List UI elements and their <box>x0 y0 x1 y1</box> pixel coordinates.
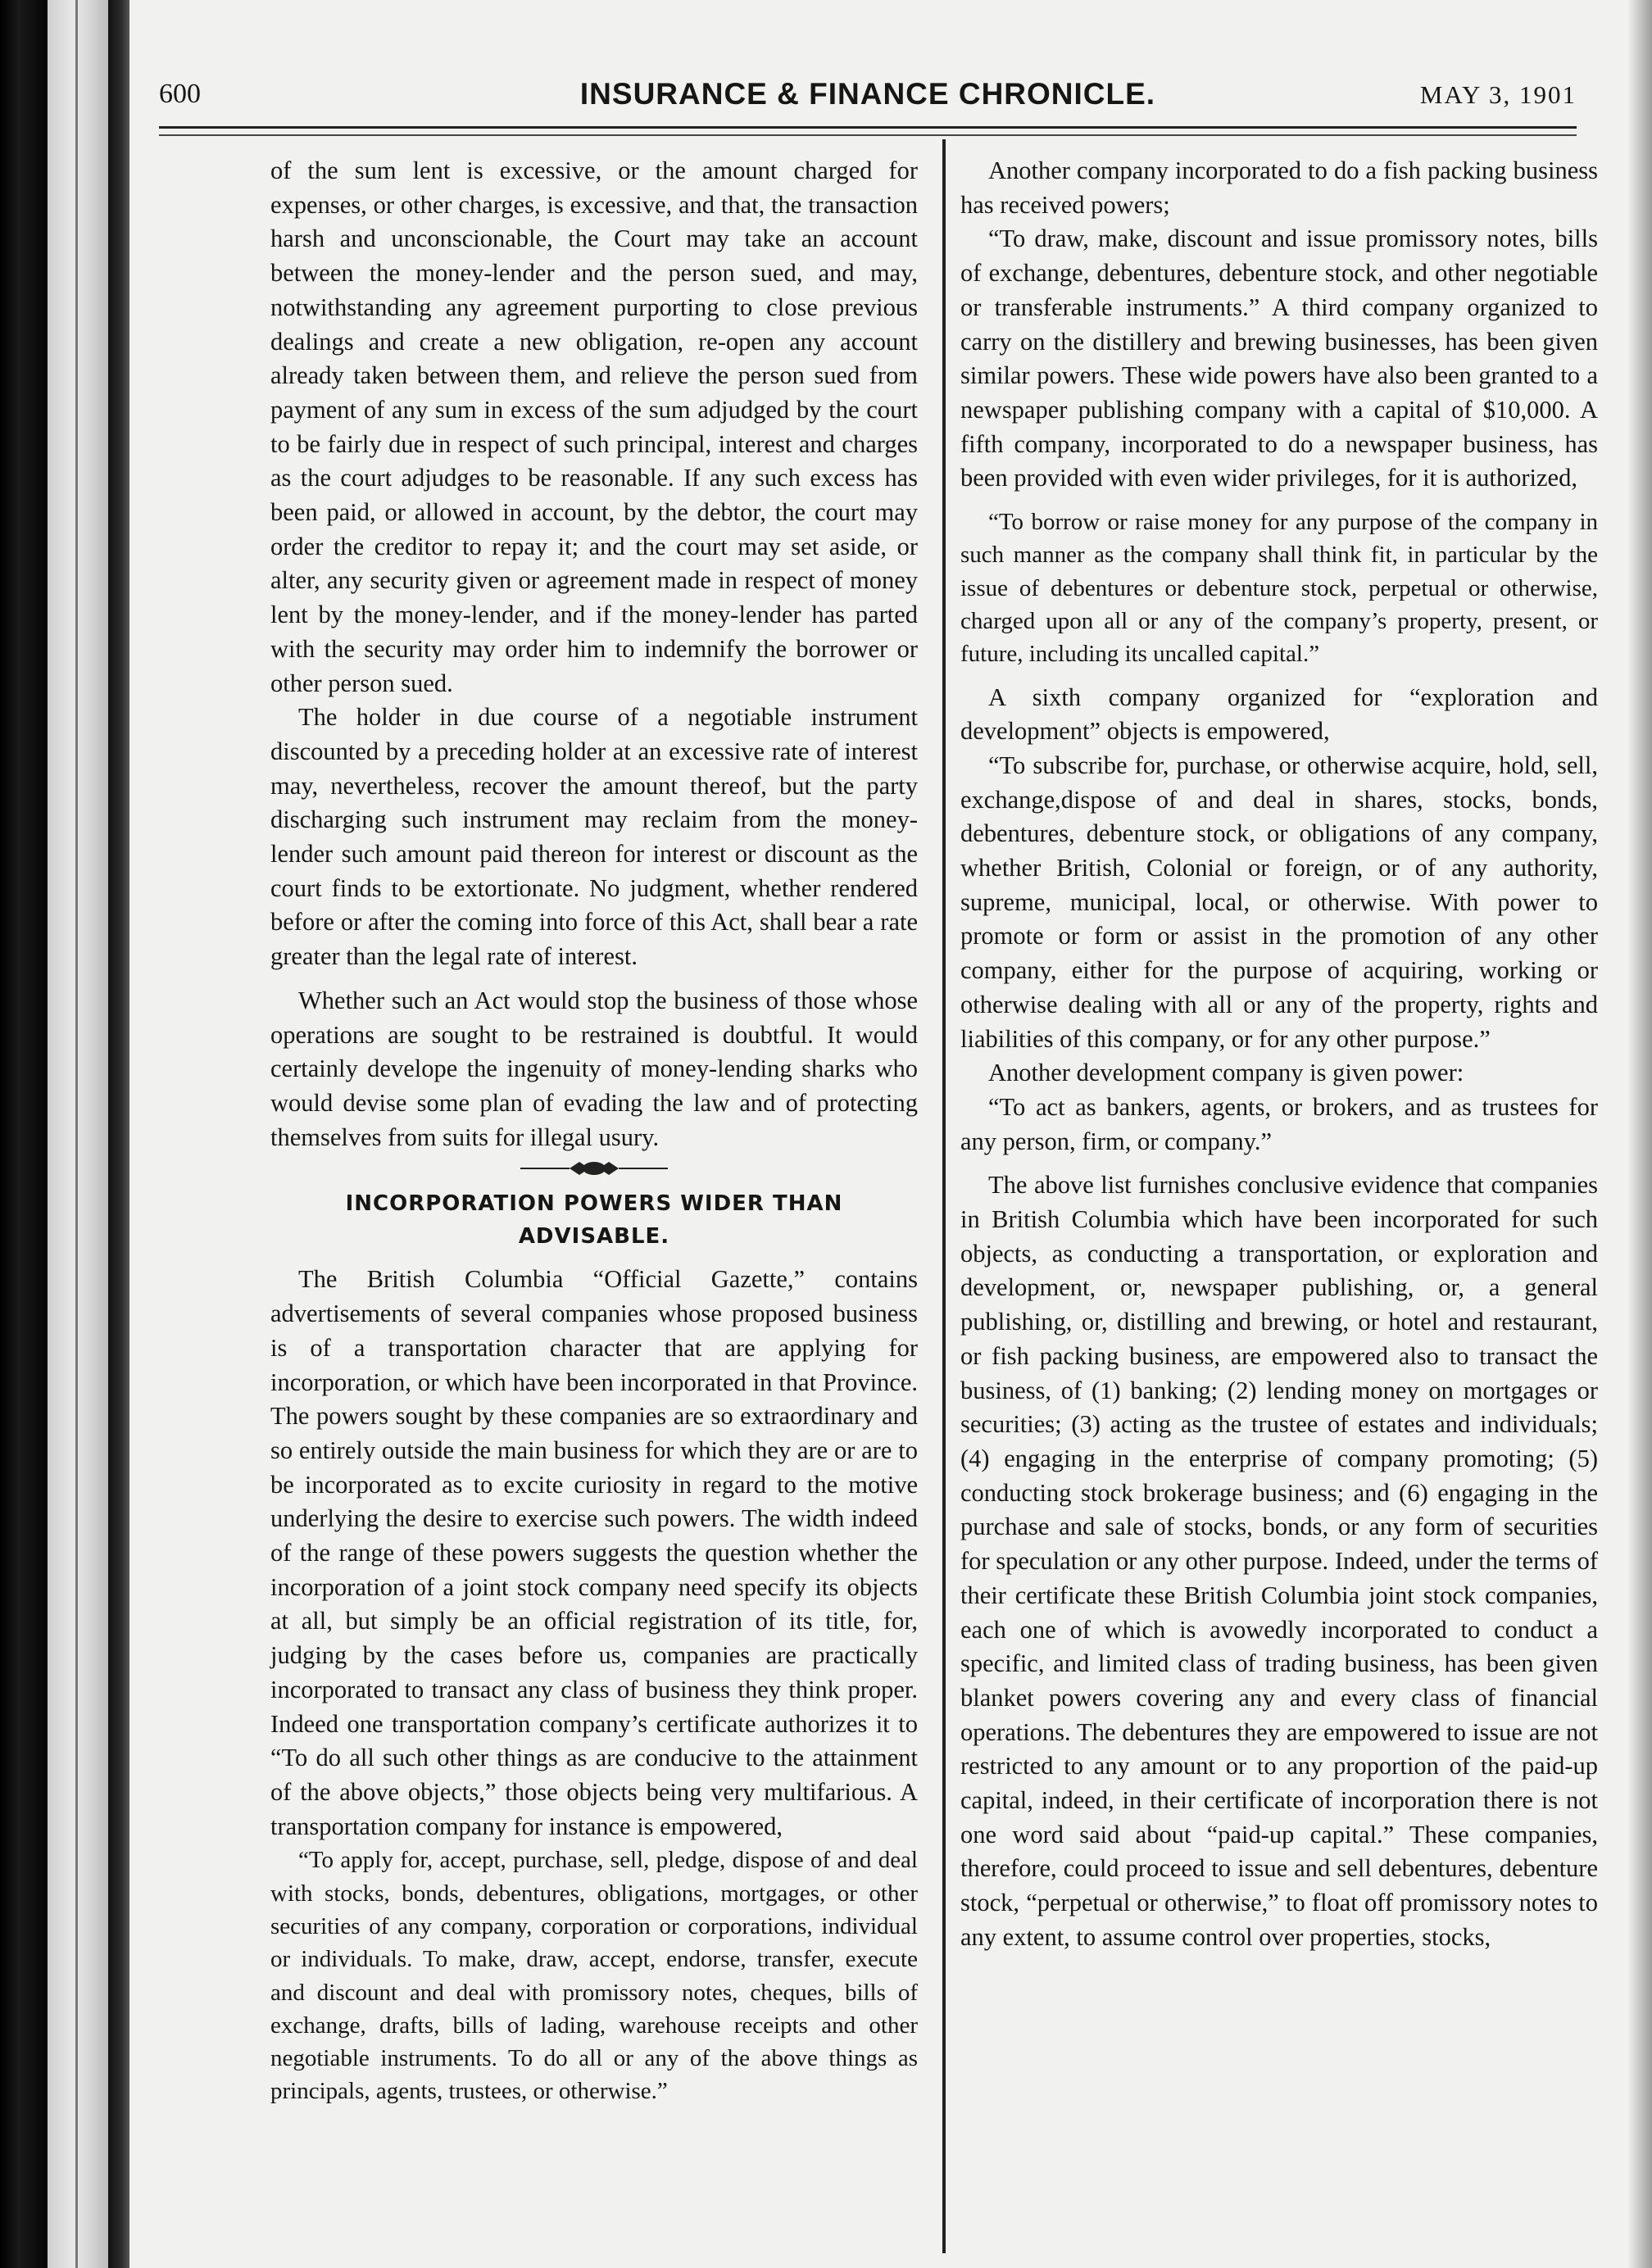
paragraph: The British Columbia “Official Gazette,” contains advertisements of several companies whose proposed business is of a transportation character that are applying for incorporation, or which have been incorporated in that Province. The powers sought by these companies are so extraordinary and so entirely outside the main business for which they are or are to be incorporated as to excite curiosity in regard to the motive underlying the desire to exercise such powers. The width indeed of the range of these powers suggests the question whether the incorporation of a joint stock company need specify its objects at all, but simply be an official registration of its title, for, judging by the cases before us, companies are practically incorporated to transact any class of business they think proper. Indeed one transportation company’s certificate authorizes it to “To do all such other things as are conducive to the attainment of the above objects,” those objects being very multifarious. A transportation company for instance is empowered, <box>270 1265 918 1840</box>
section-heading-line: ADVISABLE. <box>518 1224 670 1250</box>
right-column <box>960 154 1598 1955</box>
page-header <box>159 79 1577 128</box>
ornament-divider <box>270 1156 918 1184</box>
page-number: 600 <box>159 79 201 109</box>
quoted-paragraph: “To act as bankers, agents, or brokers, and as trustees for any person, firm, or company.” <box>960 1092 1598 1155</box>
paragraph: “To draw, make, discount and issue promissory notes, bills of exchange, debentures, debenture stock, and other negotiable or transferable instruments.” A third company organized to carry on the distillery and brewing businesses, has been given similar powers. These wide powers have also been granted to a newspaper publishing company with a capital of $10,000. A fifth company, incorporated to do a newspaper business, has been provided with even wider privileges, for it is authorized, <box>960 225 1598 492</box>
binding-gutter <box>108 0 129 2268</box>
paragraph: The holder in due course of a negotiable instrument discounted by a preceding holder at an excessive rate of interest may, nevertheless, recover the amount thereof, but the party discharging such instrument may reclaim from the money-lender such amount paid thereon for interest or discount as the court finds to be extortionate. No judgment, whether rendered before or after the coming into force of this Act, shall bear a rate greater than the legal rate of interest. <box>270 703 918 971</box>
page-edge-shadow <box>1627 0 1652 2268</box>
quoted-paragraph: “To subscribe for, purchase, or otherwise acquire, hold, sell, exchange,dispose of and deal in shares, stocks, bonds, debentures, debenture stock, or obligations of any company, whether British, Colonial or foreign, or of any authority, supreme, municipal, local, or otherwise. With power to promote or form or assist in the promotion of any other company, either for the purpose of acquiring, working or otherwise dealing with all or any of the property, rights and liabilities of this company, or for any other purpose.” <box>960 751 1598 1053</box>
binding-strip <box>48 0 108 2268</box>
paragraph: A sixth company organized for “exploration and development” objects is empowered, <box>960 683 1598 746</box>
issue-date: MAY 3, 1901 <box>1419 80 1577 109</box>
paragraph: Another development company is given power: <box>988 1059 1464 1087</box>
column-divider <box>942 139 946 2253</box>
quoted-paragraph: “To apply for, accept, purchase, sell, pledge, dispose of and deal with stocks, bonds, debentures, obligations, mortgages, or other securities of any company, corporation or corporations, individual or individuals. To make, draw, accept, endorse, transfer, execute and discount and deal with promissory notes, cheques, bills of exchange, drafts, bills of lading, warehouse receipts and other negotiable instruments. To do all or any of the above things as principals, agents, trustees, or otherwise.” <box>270 1847 918 2105</box>
journal-title: INSURANCE & FINANCE CHRONICLE. <box>579 77 1156 111</box>
section-heading-line: INCORPORATION POWERS WIDER THAN <box>345 1191 843 1217</box>
quoted-paragraph: “To borrow or raise money for any purpose of the company in such manner as the company shall think fit, in particular by the issue of debentures or debenture stock, perpetual or otherwise, charged upon all or any of the company’s property, present, or future, including its uncalled capital.” <box>960 509 1598 668</box>
paragraph: of the sum lent is excessive, or the amount charged for expenses, or other charges, is excessive, and that, the transaction harsh and unconscionable, the Court may take an account between the money-lender and the person sued, and may, notwithstanding any agreement purporting to close previous dealings and create a new obligation, re-open any account already taken between them, and relieve the person sued from payment of any sum in excess of the sum adjudged by the court to be fairly due in respect of such principal, interest and charges as the court adjudges to be reasonable. If any such excess has been paid, or allowed in account, by the debtor, the court may order the creditor to repay it; and the court may set aside, or alter, any security given or agreement made in respect of money lent by the money-lender, and if the money-lender has parted with the security may order him to indemnify the borrower or other person sued. <box>270 156 918 697</box>
left-column <box>270 154 918 2108</box>
header-rule <box>159 126 1577 136</box>
binding-shadow <box>0 0 48 2268</box>
paragraph: Whether such an Act would stop the business of those whose operations are sought to be restrained is doubtful. It would certainly develope the ingenuity of money-lending sharks who would devise some plan of evading the law and of protecting themselves from suits for illegal usury. <box>270 986 918 1151</box>
section-heading <box>270 1187 918 1253</box>
paragraph: Another company incorporated to do a fish packing business has received powers; <box>960 156 1598 219</box>
paragraph: The above list furnishes conclusive evidence that companies in British Columbia which have been incorporated for such objects, as conducting a transportation, or exploration and development, or, newspaper publishing, or, a general publishing, or, distilling and brewing, or hotel and restaurant, or fish packing business, are empowered also to transact the business, of (1) banking; (2) lending money on mortgages or securities; (3) acting as the trustee of estates and individuals; (4) engaging in the enterprise of company promoting; (5) conducting stock brokerage business; and (6) engaging in the purchase and sale of stocks, bonds, or any form of securities for speculation or any other purpose. Indeed, under the terms of their certificate these British Columbia joint stock companies, each one of which is avowedly incorporated to conduct a specific, and limited class of trading business, has been given blanket powers covering any and every class of financial operations. The debentures they are empowered to issue are not restricted to any amount or to any proportion of the paid-up capital, indeed, in their certificate of incorporation there is not one word said about “paid-up capital.” These companies, therefore, could proceed to issue and sell debentures, debenture stock, “perpetual or otherwise,” to float off promissory notes to any extent, to assume control over properties, stocks, <box>960 1171 1598 1951</box>
